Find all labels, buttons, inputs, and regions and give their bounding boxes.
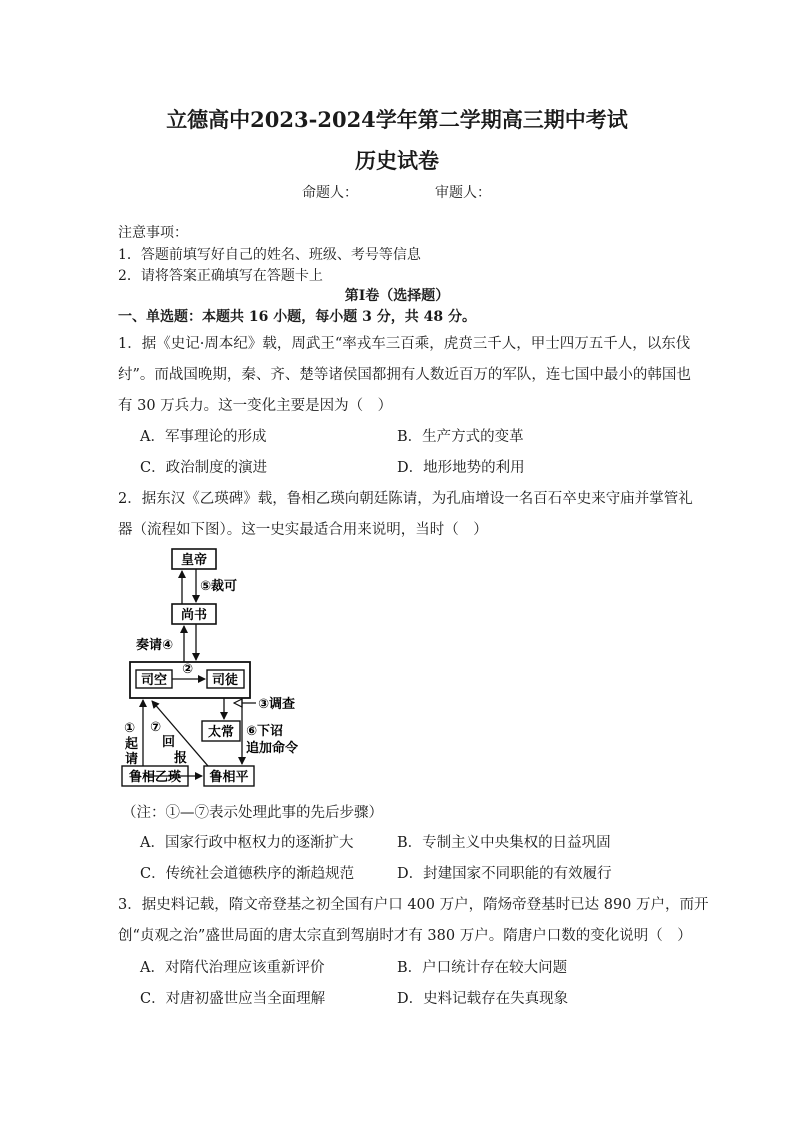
shangshu-box — [172, 604, 216, 624]
sikong-label: 司空 — [140, 673, 168, 688]
author-label: 命题人： — [302, 185, 358, 201]
taichang-label: 太常 — [207, 725, 235, 740]
step7-label: 回 — [162, 735, 176, 750]
step6-label: ⑥下诏 — [246, 724, 284, 739]
step4-label: 奏请④ — [136, 638, 174, 653]
section-title: 一、单选题：本题共 16 小题，每小题 3 分，共 48 分。 — [118, 309, 476, 325]
emperor-label: 皇帝 — [180, 553, 208, 568]
situ-label: 司徒 — [211, 673, 239, 688]
question-3-line: 创“贞观之治”盛世局面的唐太宗直到驾崩时才有 380 万户。隋唐户口数的变化说明（ ） — [118, 928, 692, 944]
option-c[interactable]: C．政治制度的演进 — [140, 460, 268, 476]
option-a[interactable]: A．对隋代治理应该重新评价 — [140, 960, 325, 976]
step6-label: 追加命令 — [246, 741, 299, 756]
option-c[interactable]: C．传统社会道德秩序的渐趋规范 — [140, 866, 355, 882]
option-d[interactable]: D．封建国家不同职能的有效履行 — [397, 866, 612, 882]
exam-title: 立德高中2023-2024学年第二学期高三期中考试 — [166, 107, 628, 132]
step1-label: 起 — [125, 737, 139, 752]
step1-label: ① — [124, 721, 136, 736]
emperor-box — [172, 549, 216, 569]
question-1-line: 纣”。而战国晚期，秦、齐、楚等诸侯国都拥有人数近百万的军队，连七国中最小的韩国也 — [118, 367, 691, 383]
option-a[interactable]: A．国家行政中枢权力的逐渐扩大 — [140, 835, 354, 851]
situ-box — [207, 670, 244, 688]
notes-item: 1．答题前填写好自己的姓名、班级、考号等信息 — [118, 247, 421, 263]
taichang-box — [202, 721, 240, 741]
option-b[interactable]: B．生产方式的变革 — [397, 429, 524, 445]
luxiangping-label: 鲁相平 — [209, 770, 249, 785]
option-b[interactable]: B．专制主义中央集权的日益巩固 — [397, 835, 611, 851]
step7-label: ⑦ — [150, 720, 162, 735]
shangshu-label: 尚书 — [180, 608, 208, 623]
step5-label: ⑤裁可 — [200, 579, 238, 594]
option-a[interactable]: A．军事理论的形成 — [140, 429, 267, 445]
diagram-note: （注：①—⑦表示处理此事的先后步骤） — [122, 805, 383, 821]
question-1-line: 1．据《史记·周本纪》载，周武王“率戎车三百乘，虎贲三千人，甲士四万五千人，以东伐 — [118, 336, 691, 352]
yiying-label: 鲁相乙瑛 — [128, 770, 182, 785]
part-title: 第I卷（选择题） — [344, 288, 450, 304]
question-2-line: 器（流程如下图）。这一史实最适合用来说明，当时（ ） — [118, 522, 488, 538]
option-c[interactable]: C．对唐初盛世应当全面理解 — [140, 991, 326, 1007]
option-b[interactable]: B．户口统计存在较大问题 — [397, 960, 568, 976]
process-flow-diagram — [116, 545, 316, 795]
step2-label: ② — [182, 662, 194, 677]
luxiangping-box — [204, 766, 254, 786]
step3-label: ③调查 — [258, 697, 296, 712]
question-2-line: 2．据东汉《乙瑛碑》载，鲁相乙瑛向朝廷陈请，为孔庙增设一名百石卒史来守庙并掌管礼 — [118, 491, 693, 507]
reviewer-label: 审题人： — [435, 185, 491, 201]
step1-label: 请 — [125, 752, 139, 767]
exam-subject: 历史试卷 — [355, 148, 439, 173]
question-1-line: 有 30 万兵力。这一变化主要是因为（ ） — [118, 398, 393, 414]
question-3-line: 3．据史料记载，隋文帝登基之初全国有户口 400 万户，隋炀帝登基时已达 890 万户，而开 — [118, 897, 709, 913]
sikong-box — [136, 670, 172, 688]
option-d[interactable]: D．史料记载存在失真现象 — [397, 991, 569, 1007]
notes-item: 2．请将答案正确填写在答题卡上 — [118, 268, 323, 284]
step7-label: 报 — [174, 751, 188, 766]
notes-heading: 注意事项： — [118, 225, 188, 241]
option-d[interactable]: D．地形地势的利用 — [397, 460, 525, 476]
